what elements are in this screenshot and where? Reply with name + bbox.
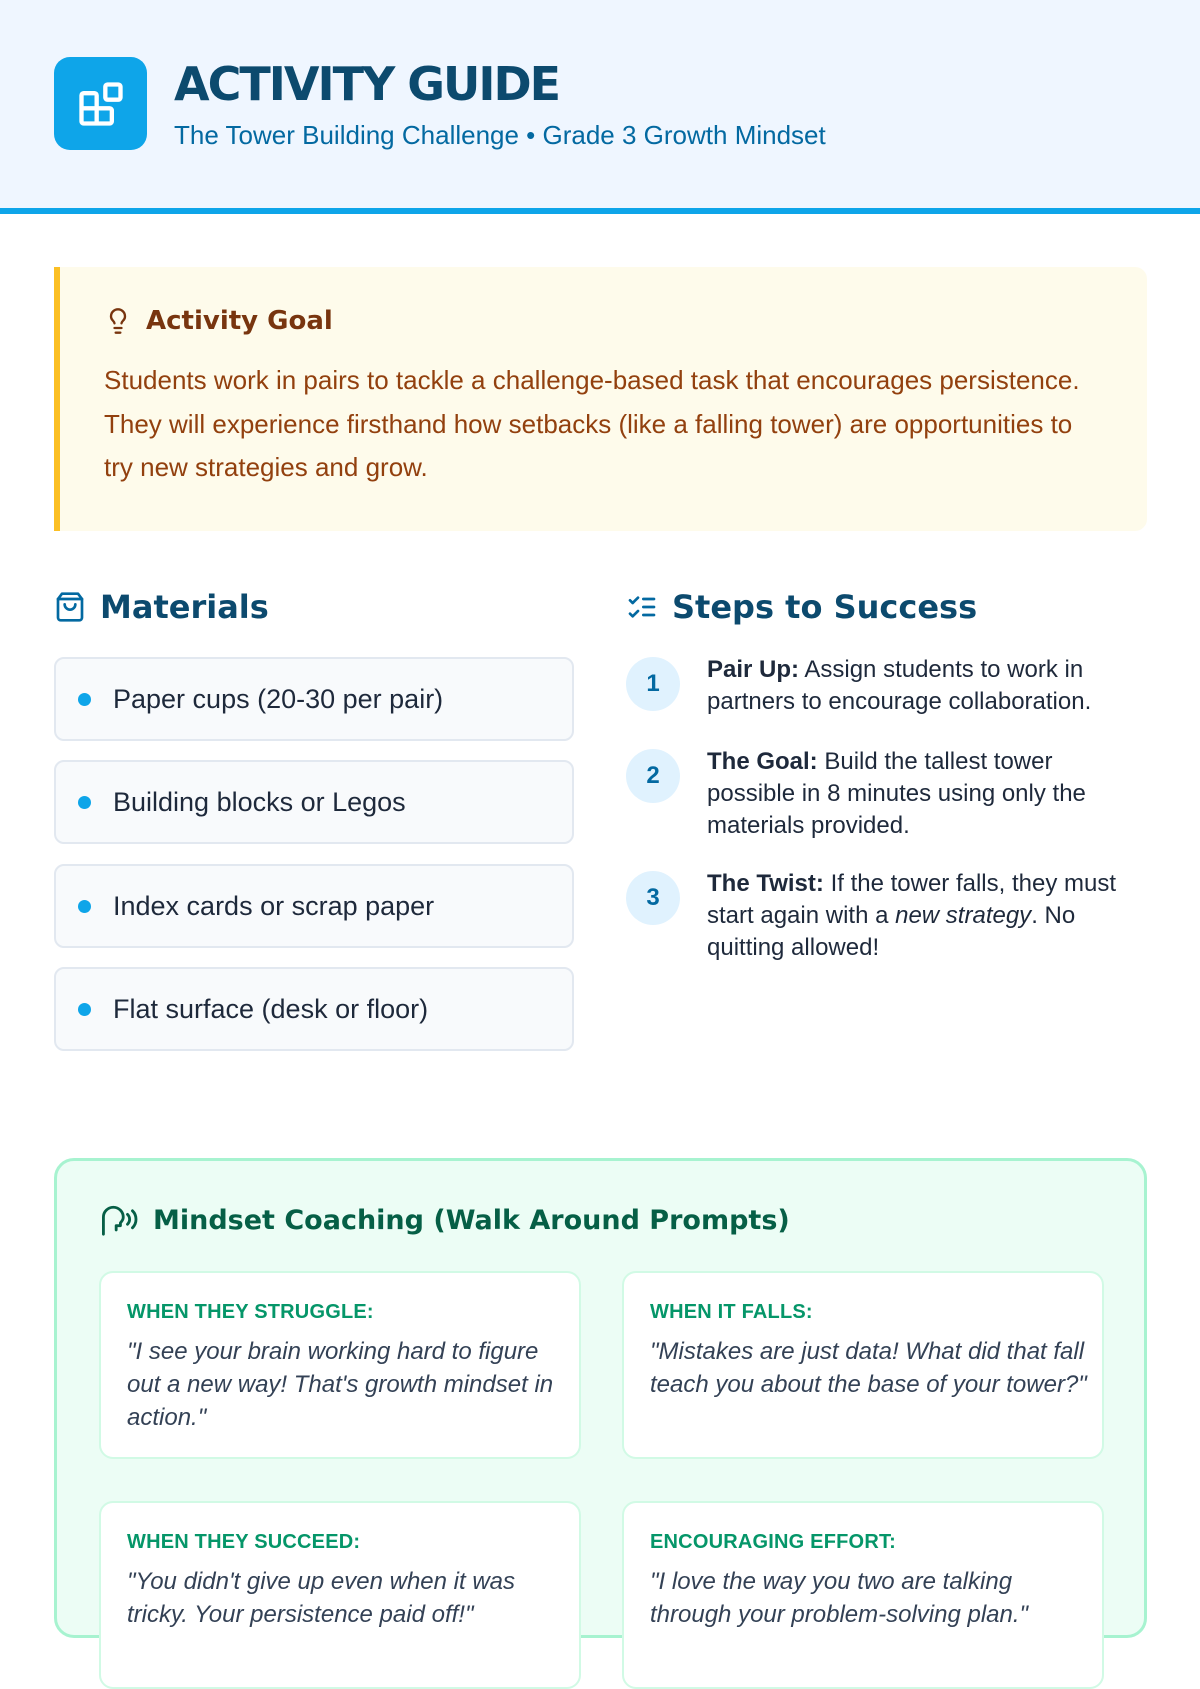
shopping-bag-icon xyxy=(54,591,86,623)
material-item xyxy=(54,967,574,1051)
materials-heading xyxy=(54,588,269,626)
bullet-dot xyxy=(78,900,91,913)
step-label: Pair Up: xyxy=(707,656,800,683)
coaching-card-label: WHEN THEY STRUGGLE: xyxy=(127,1301,374,1323)
coaching-card-label: WHEN IT FALLS: xyxy=(650,1301,813,1323)
page-subtitle: The Tower Building Challenge • Grade 3 Growth Mindset xyxy=(174,120,826,150)
step-description-end: . No quitting allowed! xyxy=(707,902,1076,961)
material-item xyxy=(54,760,574,844)
bullet-dot xyxy=(78,1003,91,1016)
coaching-card-label: WHEN THEY SUCCEED: xyxy=(127,1531,361,1553)
step-description: Assign students to work in partners to encourage collaboration. xyxy=(707,656,1092,715)
activity-goal-text: Students work in pairs to tackle a challenge-based task that encourages persistence. They will experience firsthand how setbacks (like a falling tower) are opportunities to try new strategies and grow. xyxy=(104,365,1080,482)
coaching-card xyxy=(622,1501,1104,1689)
coaching-card-quote: "You didn't give up even when it was tricky. Your persistence paid off!" xyxy=(127,1568,516,1628)
materials-title: Materials xyxy=(100,588,269,626)
step-label: The Twist: xyxy=(707,870,824,897)
bullet-dot xyxy=(78,796,91,809)
material-item xyxy=(54,657,574,741)
activity-goal-callout xyxy=(54,267,1147,531)
activity-goal-heading xyxy=(104,305,333,337)
coaching-card-quote: "I love the way you two are talking through your problem-solving plan." xyxy=(650,1568,1029,1628)
step-number: 2 xyxy=(626,749,680,803)
header xyxy=(0,0,1200,214)
step-text xyxy=(707,746,1147,842)
step-description: If the tower falls, they must start again with a xyxy=(707,870,1117,929)
speaking-head-icon xyxy=(99,1203,139,1237)
coaching-card-label: ENCOURAGING EFFORT: xyxy=(650,1531,897,1553)
lightbulb-icon xyxy=(104,305,132,337)
material-label: Paper cups (20-30 per pair) xyxy=(113,683,444,714)
activity-goal-title: Activity Goal xyxy=(146,306,333,336)
material-label: Index cards or scrap paper xyxy=(113,890,435,921)
coaching-card xyxy=(622,1271,1104,1459)
steps-heading xyxy=(626,588,977,626)
coaching-card xyxy=(99,1501,581,1689)
page-title: ACTIVITY GUIDE xyxy=(174,57,560,111)
bullet-dot xyxy=(78,693,91,706)
coaching-heading xyxy=(99,1203,790,1237)
checklist-icon xyxy=(626,591,658,623)
coaching-card xyxy=(99,1271,581,1459)
step-number: 3 xyxy=(626,871,680,925)
material-label: Building blocks or Legos xyxy=(113,786,406,817)
step-text xyxy=(707,868,1147,964)
coaching-card-quote: "Mistakes are just data! What did that fall teach you about the base of your tower?" xyxy=(650,1338,1087,1398)
coaching-title: Mindset Coaching (Walk Around Prompts) xyxy=(153,1204,790,1236)
step-description: Build the tallest tower possible in 8 minutes using only the materials provided. xyxy=(707,748,1086,839)
material-label: Flat surface (desk or floor) xyxy=(113,993,429,1024)
steps-title: Steps to Success xyxy=(672,588,978,626)
step-number: 1 xyxy=(626,657,680,711)
mindset-coaching-panel xyxy=(54,1158,1147,1638)
coaching-card-quote: "I see your brain working hard to figure out a new way! That's growth mindset in action." xyxy=(127,1338,554,1431)
step-label: The Goal: xyxy=(707,748,818,775)
step-text xyxy=(707,654,1147,718)
blocks-icon xyxy=(54,57,147,150)
step-emphasis: new strategy xyxy=(895,902,1032,929)
material-item xyxy=(54,864,574,948)
